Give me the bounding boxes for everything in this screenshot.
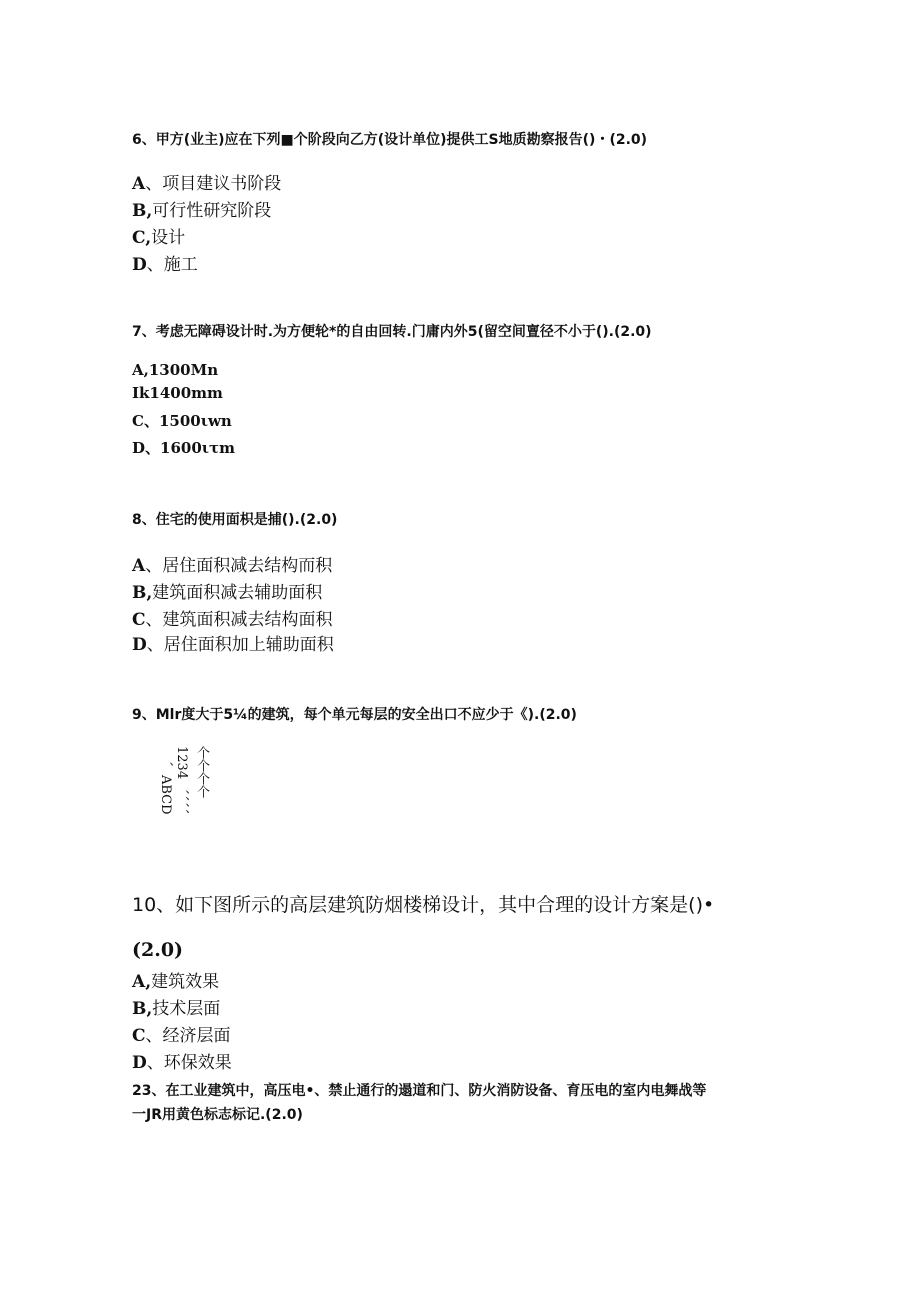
question-8-option-d: D、居住面积加上辅助面积 (132, 635, 334, 655)
question-10-stem: 10、如下图所示的高层建筑防烟楼梯设计，其中合理的设计方案是()• (132, 894, 715, 916)
question-7-option-a: A,1300Mn (132, 361, 219, 379)
question-6-option-b: B,可行性研究阶段 (132, 201, 272, 221)
question-6-option-d: D、施工 (132, 255, 198, 275)
question-8-option-b: B,建筑面积减去辅助面积 (132, 583, 323, 603)
question-6-option-a: A、项目建议书阶段 (132, 174, 282, 194)
question-6-option-c: C,设计 (132, 228, 186, 248)
question-23-stem-line-2: 一JR用黄色标志标记.(2.0) (132, 1107, 303, 1123)
question-9-vertical-keys: 、ABCD (158, 762, 173, 815)
question-10-option-d: D、环保效果 (132, 1053, 232, 1073)
question-10-option-b: B,技术层面 (132, 999, 221, 1019)
question-10-score: (2.0) (132, 939, 184, 961)
question-7-option-c: C、1500ιwn (132, 412, 232, 430)
question-6-stem: 6、甲方(业主)应在下列■个阶段向乙方(设计单位)提供工S地质勘察报告()・(2.0) (132, 132, 648, 148)
question-23-stem-line-1: 23、在工业建筑中，高压电•、禁止通行的遢道和门、防火消防设备、育压电的室内电舞战等 (132, 1083, 707, 1099)
question-7-stem: 7、考虑无障碍设计时.为方便轮*的自由回转.门庸内外5(留空间亶径不小于().(2.0) (132, 324, 652, 340)
question-8-option-a: A、居住面积减去结构而积 (132, 556, 333, 576)
question-9-vertical-units: 个个个个 (194, 746, 209, 798)
question-8-option-c: C、建筑面积减去结构面积 (132, 610, 333, 630)
question-9-vertical-numbers: 1234 (174, 746, 189, 780)
question-10-option-c: C、经济层面 (132, 1026, 231, 1046)
question-7-option-d: D、1600ιτm (132, 439, 235, 457)
question-9-stem: 9、Mlr度大于5¼的建筑，每个单元每层的安全出口不应少于《).(2.0) (132, 707, 577, 723)
question-8-stem: 8、住宅的使用面枳是捕().(2.0) (132, 512, 338, 528)
question-9-vertical-separators: 、、、、 (174, 790, 189, 823)
question-7-option-b: Ik1400mm (132, 384, 223, 402)
question-10-option-a: A,建筑效果 (132, 972, 220, 992)
